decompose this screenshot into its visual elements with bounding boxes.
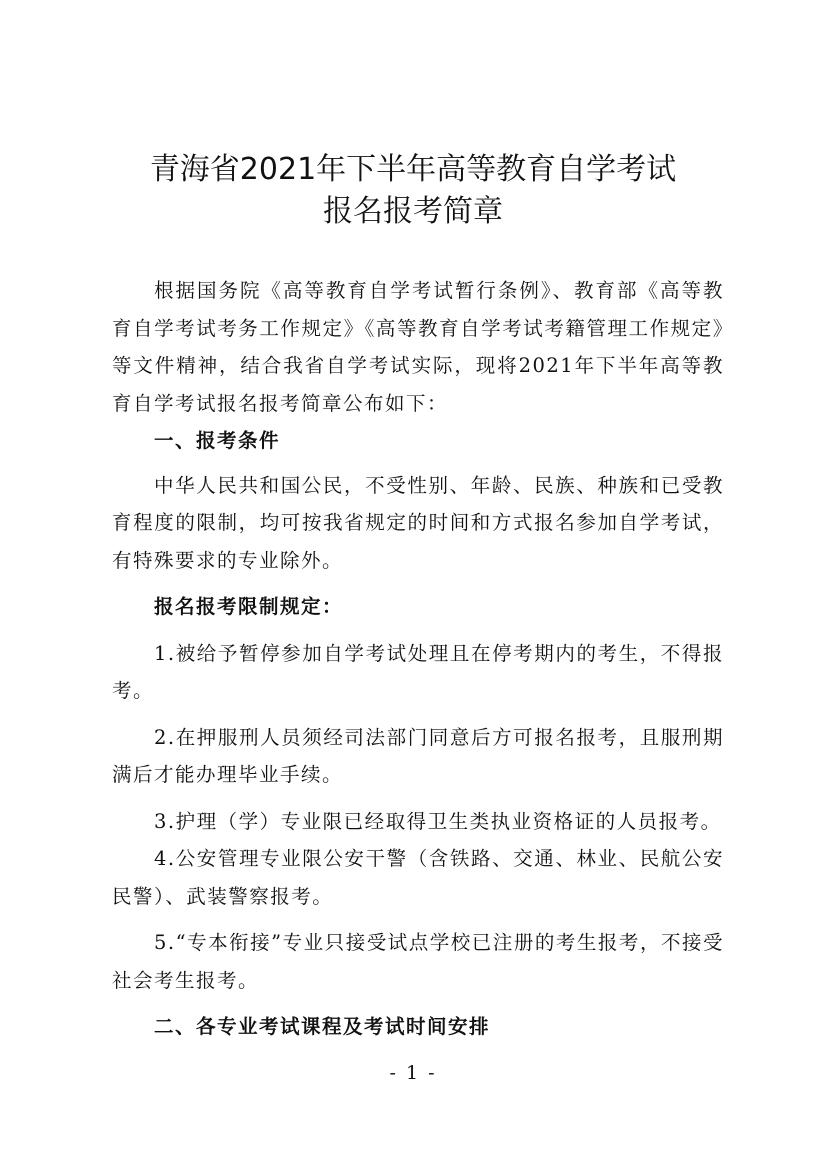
document-body: [112, 272, 724, 1046]
restriction-item: 5.“专本衔接”专业只接受试点学校已注册的考生报考，不接受社会考生报考。: [112, 931, 724, 992]
restriction-item: 4.公安管理专业限公安干警（含铁路、交通、林业、民航公安民警）、武装警察报考。: [112, 847, 724, 908]
document-title-line-1: 青海省2021年下半年高等教育自学考试: [149, 152, 677, 187]
restriction-item: 3.护理（学）专业限已经取得卫生类执业资格证的人员报考。: [154, 809, 722, 833]
eligibility-paragraph: 中华人民共和国公民，不受性别、年龄、民族、种族和已受教育程度的限制，均可按我省规定的时间和方式报名参加自学考试，有特殊要求的专业除外。: [112, 473, 724, 572]
restrictions-heading: 报名报考限制规定：: [154, 595, 344, 618]
page-number: - 1 -: [389, 1062, 437, 1084]
section-heading-courses: 二、各专业考试课程及考试时间安排: [154, 1015, 491, 1038]
intro-paragraph: 根据国务院《高等教育自学考试暂行条例》、教育部《高等教育自学考试考务工作规定》《高等教育自学考试考籍管理工作规定》等文件精神，结合我省自学考试实际，现将2021年下半年高等教育自学考试报名报考简章公布如下：: [112, 279, 724, 415]
restriction-item: 1.被给予暂停参加自学考试处理且在停考期内的考生，不得报考。: [112, 641, 724, 702]
document-title-line-2: 报名报考简章: [323, 194, 503, 229]
restriction-item: 2.在押服刑人员须经司法部门同意后方可报名报考，且服刑期满后才能办理毕业手续。: [112, 725, 724, 786]
section-heading-eligibility: 一、报考条件: [154, 429, 281, 452]
